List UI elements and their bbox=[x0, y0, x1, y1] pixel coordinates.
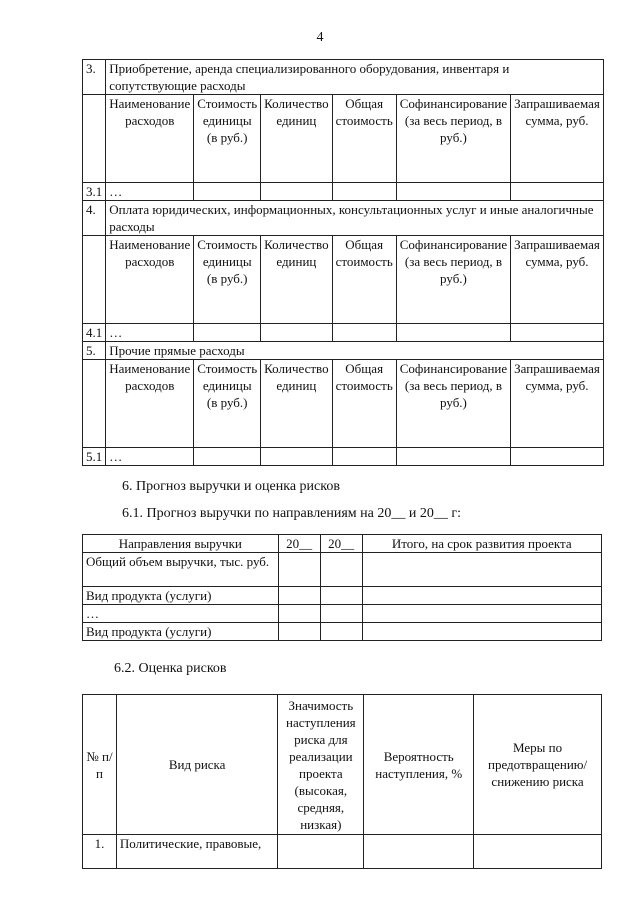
sub-item-text: … bbox=[106, 448, 194, 466]
col-header-unit-cost: Стоимость единицы (в руб.) bbox=[194, 236, 261, 324]
section-row bbox=[83, 342, 604, 360]
sub-item-number: 5.1 bbox=[83, 448, 106, 466]
heading-6-2: 6.2. Оценка рисков bbox=[114, 661, 227, 676]
row-label: … bbox=[83, 605, 279, 623]
col-header-requested: Запрашиваемая сумма, руб. bbox=[511, 360, 604, 448]
header-number: № п/п bbox=[83, 695, 117, 835]
table-row bbox=[83, 553, 602, 587]
section-title: Приобретение, аренда специализированного оборудования, инвентаря и сопутствующие расходы bbox=[106, 60, 604, 95]
col-header-name: Наименование расходов bbox=[106, 236, 194, 324]
sub-item-row bbox=[83, 183, 604, 201]
heading-6: 6. Прогноз выручки и оценка рисков bbox=[122, 479, 340, 494]
col-header-cofinancing: Софинансирование (за весь период, в руб.) bbox=[396, 236, 510, 324]
col-header-requested: Запрашиваемая сумма, руб. bbox=[511, 95, 604, 183]
sub-item-text: … bbox=[106, 183, 194, 201]
header-risk-type: Вид риска bbox=[116, 695, 278, 835]
row-label: Вид продукта (услуги) bbox=[83, 587, 279, 605]
revenue-table bbox=[82, 534, 602, 641]
col-header-name: Наименование расходов bbox=[106, 95, 194, 183]
table-row bbox=[83, 605, 602, 623]
col-header-quantity: Количество единиц bbox=[261, 95, 332, 183]
col-header-unit-cost: Стоимость единицы (в руб.) bbox=[194, 360, 261, 448]
section-row bbox=[83, 60, 604, 95]
col-header-name: Наименование расходов bbox=[106, 360, 194, 448]
cost-table bbox=[82, 59, 604, 466]
row-number: 1. bbox=[83, 835, 117, 869]
col-header-quantity: Количество единиц bbox=[261, 360, 332, 448]
row-label: Общий объем выручки, тыс. руб. bbox=[83, 553, 279, 587]
risk-header-row bbox=[83, 695, 602, 835]
header-probability: Вероятность наступления, % bbox=[364, 695, 474, 835]
table-row bbox=[83, 835, 602, 869]
revenue-header-row bbox=[83, 535, 602, 553]
sub-item-row bbox=[83, 324, 604, 342]
section-number: 4. bbox=[83, 201, 106, 236]
col-header-requested: Запрашиваемая сумма, руб. bbox=[511, 236, 604, 324]
table-row bbox=[83, 623, 602, 641]
table-row bbox=[83, 587, 602, 605]
sub-item-text: … bbox=[106, 324, 194, 342]
column-header-row bbox=[83, 95, 604, 183]
header-year-2: 20__ bbox=[320, 535, 362, 553]
header-direction: Направления выручки bbox=[83, 535, 279, 553]
header-total: Итого, на срок развития проекта bbox=[362, 535, 601, 553]
section-title: Прочие прямые расходы bbox=[106, 342, 604, 360]
column-header-row bbox=[83, 360, 604, 448]
risk-table bbox=[82, 694, 602, 869]
section-title: Оплата юридических, информационных, консультационных услуг и иные аналогичные расходы bbox=[106, 201, 604, 236]
page-number: 4 bbox=[316, 30, 324, 45]
col-header-cofinancing: Софинансирование (за весь период, в руб.) bbox=[396, 95, 510, 183]
section-row bbox=[83, 201, 604, 236]
col-header-unit-cost: Стоимость единицы (в руб.) bbox=[194, 95, 261, 183]
sub-item-number: 4.1 bbox=[83, 324, 106, 342]
col-header-total: Общая стоимость bbox=[332, 236, 396, 324]
sub-item-number: 3.1 bbox=[83, 183, 106, 201]
row-risk-type: Политические, правовые, bbox=[116, 835, 278, 869]
col-header-total: Общая стоимость bbox=[332, 360, 396, 448]
col-header-quantity: Количество единиц bbox=[261, 236, 332, 324]
column-header-row bbox=[83, 236, 604, 324]
heading-6-1: 6.1. Прогноз выручки по направлениям на 20__ и 20__ г: bbox=[122, 506, 462, 521]
section-number: 3. bbox=[83, 60, 106, 95]
header-year-1: 20__ bbox=[278, 535, 320, 553]
row-label: Вид продукта (услуги) bbox=[83, 623, 279, 641]
sub-item-row bbox=[83, 448, 604, 466]
section-number: 5. bbox=[83, 342, 106, 360]
col-header-cofinancing: Софинансирование (за весь период, в руб.) bbox=[396, 360, 510, 448]
header-significance: Значимость наступления риска для реализации проекта (высокая, средняя, низкая) bbox=[278, 695, 364, 835]
header-measures: Меры по предотвращению/ снижению риска bbox=[474, 695, 602, 835]
col-header-total: Общая стоимость bbox=[332, 95, 396, 183]
